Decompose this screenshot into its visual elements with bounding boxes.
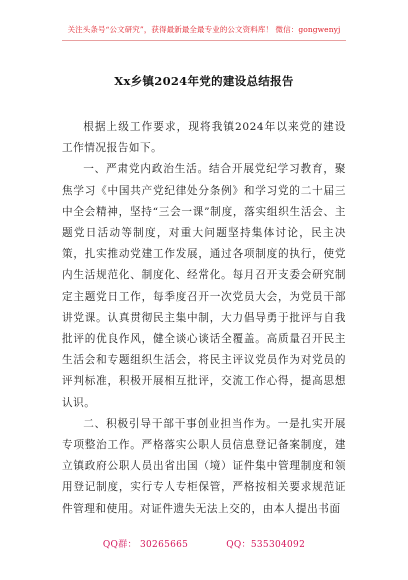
footer-qq-contact: QQ：535304092 <box>226 540 306 550</box>
document-body <box>62 117 346 520</box>
header-divider <box>62 40 346 41</box>
paragraph-section-1: 一、严肃党内政治生活。结合开展党纪学习教育，聚焦学习《中国共产党纪律处分条例》和学习党的二十届三中全会精神，坚持“三会一课”制度，落实组织生活会、主题党日活动等制度，对重大问题坚持集体讨论，民主决策，扎实推动党建工作发展，通过各项制度的执行，使党内生活规范化、制度化、经常化。每月召开支委会研究制定主题党日工作，每季度召开一次党员大会，为党员干部讲党课。认真贯彻民主集中制，大力倡导勇于批评与自我批评的优良作风，健全谈心谈话全覆盖。高质量召开民主生活会和专题组织生活会，将民主评议党员作为对党员的评判标准，积极开展相互批评，交流工作心得，提高思想认识。 <box>62 163 346 409</box>
paragraph-section-2: 二、积极引导干部干事创业担当作为。一是扎实开展专项整治工作。严格落实公职人员信息登记备案制度，建立镇政府公职人员出省出国（境）证件集中管理制度和领用登记制度，实行专人专柜保管，严格按相关要求规范证件管理和使用。对证件遗失无法上交的，由本人提出书面 <box>62 417 346 515</box>
footer-qq-group: QQ群： 30265665 <box>102 540 189 550</box>
page-footer <box>0 537 408 550</box>
document-title: Xx乡镇2024年党的建设总结报告 <box>114 74 294 88</box>
paragraph-intro: 根据上级工作要求，现将我镇2024年以来党的建设工作情况报告如下。 <box>62 121 346 155</box>
page-header-banner: 关注头条号“公文研究”，获得最新最全最专业的公文资料库！ 微信：gongwenyj <box>67 25 341 34</box>
